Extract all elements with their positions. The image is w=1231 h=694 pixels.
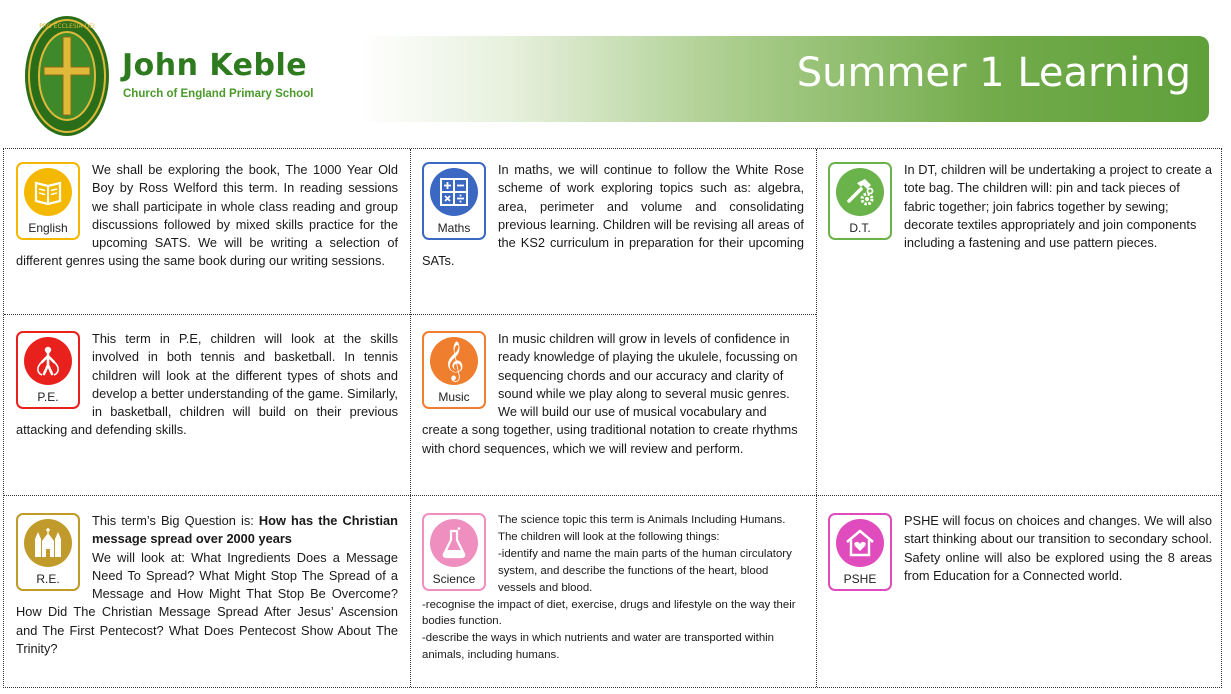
church-icon bbox=[31, 527, 65, 559]
title-banner bbox=[360, 36, 1209, 122]
pshe-icon-badge bbox=[828, 513, 892, 591]
music-cell bbox=[422, 330, 804, 458]
science-icon-badge bbox=[422, 513, 486, 591]
science-icon-label: Science bbox=[432, 572, 476, 586]
english-cell bbox=[16, 161, 398, 271]
svg-text:PRO ECCLESIA DEI: PRO ECCLESIA DEI bbox=[39, 23, 95, 30]
science-intro: The science topic this term is Animals Including Humans. The children will look at the following things: bbox=[498, 514, 786, 543]
re-icon-badge bbox=[16, 513, 80, 591]
music-icon-badge bbox=[422, 331, 486, 409]
pe-icon-badge bbox=[16, 331, 80, 409]
treble-clef-icon: 𝄞 bbox=[443, 341, 465, 381]
re-big-question: How has the Christian message spread over 2000 years bbox=[92, 513, 398, 547]
re-intro: This term’s Big Question is: bbox=[92, 513, 259, 528]
subjects-grid bbox=[3, 148, 1222, 688]
science-cell bbox=[422, 512, 804, 664]
pe-icon-label: P.E. bbox=[37, 390, 59, 404]
music-text: In music children will grow in levels of confidence in ready knowledge of playing the ukulele, focussing on sequencing chords and our accuracy and clarity of sound while we play along to several music genres. We will build our use of musical vocabulary and create a song together, using traditional notation to create rhythms with chord sequences, which we will review and perform. bbox=[422, 331, 798, 456]
maths-icon-badge bbox=[422, 162, 486, 240]
dt-text: In DT, children will be undertaking a project to create a tote bag. The children will: pin and tack pieces of fabric together; join fabrics together by sewing; decorate textiles appropriately and join components including a fastening and use pattern pieces. bbox=[904, 162, 1212, 251]
house-heart-icon bbox=[844, 528, 876, 558]
skipping-person-icon bbox=[33, 345, 63, 377]
pshe-text: PSHE will focus on choices and changes. We will also start thinking about our transition to secondary school. Safety online will also be explored using the 8 areas from Education for a Connected world. bbox=[904, 513, 1212, 583]
pshe-cell bbox=[828, 512, 1212, 595]
re-text: We will look at: What Ingredients Does a Message Need To Spread? What Might Stop The Spread of a Message and How Might That Stop Be Overcome? How Did The Christian Message Spread After Jesus’ Ascension and The First Pentecost? What Does Pentecost Show About The Trinity? bbox=[16, 549, 398, 657]
school-crest-logo bbox=[24, 15, 110, 137]
science-point: -describe the ways in which nutrients and water are transported within animals, including humans. bbox=[422, 632, 775, 662]
pshe-icon-label: PSHE bbox=[843, 572, 877, 586]
page-title: Summer 1 Learning bbox=[796, 50, 1191, 96]
dt-icon-badge bbox=[828, 162, 892, 240]
book-icon bbox=[32, 177, 64, 207]
dt-icon-label: D.T. bbox=[849, 221, 871, 235]
school-name: John Keble bbox=[122, 48, 308, 83]
calculator-icon bbox=[439, 177, 469, 207]
maths-icon-label: Maths bbox=[437, 221, 471, 235]
english-icon-label: English bbox=[28, 221, 68, 235]
hammer-gears-icon bbox=[843, 175, 877, 209]
school-subtitle: Church of England Primary School bbox=[123, 88, 314, 100]
re-cell bbox=[16, 512, 398, 658]
pe-text: This term in P.E, children will look at the skills involved in both tennis and basketball. In tennis children will look at the different types of shots and develop a better understanding of the game. Similarly, in basketball, children will build on their previous attacking and defending skills. bbox=[16, 331, 398, 438]
re-icon-label: R.E. bbox=[36, 572, 60, 586]
pe-cell bbox=[16, 330, 398, 440]
science-point: -recognise the impact of diet, exercise, drugs and lifestyle on the way their bodies function. bbox=[422, 598, 796, 628]
header bbox=[0, 0, 1231, 145]
maths-cell bbox=[422, 161, 804, 271]
dt-cell bbox=[828, 161, 1212, 252]
flask-icon bbox=[439, 527, 469, 559]
maths-text: In maths, we will continue to follow the White Rose scheme of work exploring topics such as: algebra, area, perimeter and volume and consolidating previous learning. Children will be revising all areas of the KS2 curriculum in preparation for their upcoming SATs. bbox=[422, 162, 804, 269]
science-point: -identify and name the main parts of the human circulatory system, and describe the functions of the heart, blood vessels and blood. bbox=[498, 547, 792, 594]
english-text: We shall be exploring the book, The 1000 Year Old Boy by Ross Welford this term. In reading sessions we shall participate in whole class reading and group discussions followed by mixed skills practice for the upcoming SATS. We will be writing a selection of different genres using the same book during our writing sessions. bbox=[16, 162, 398, 269]
english-icon-badge bbox=[16, 162, 80, 240]
music-icon-label: Music bbox=[438, 390, 470, 404]
